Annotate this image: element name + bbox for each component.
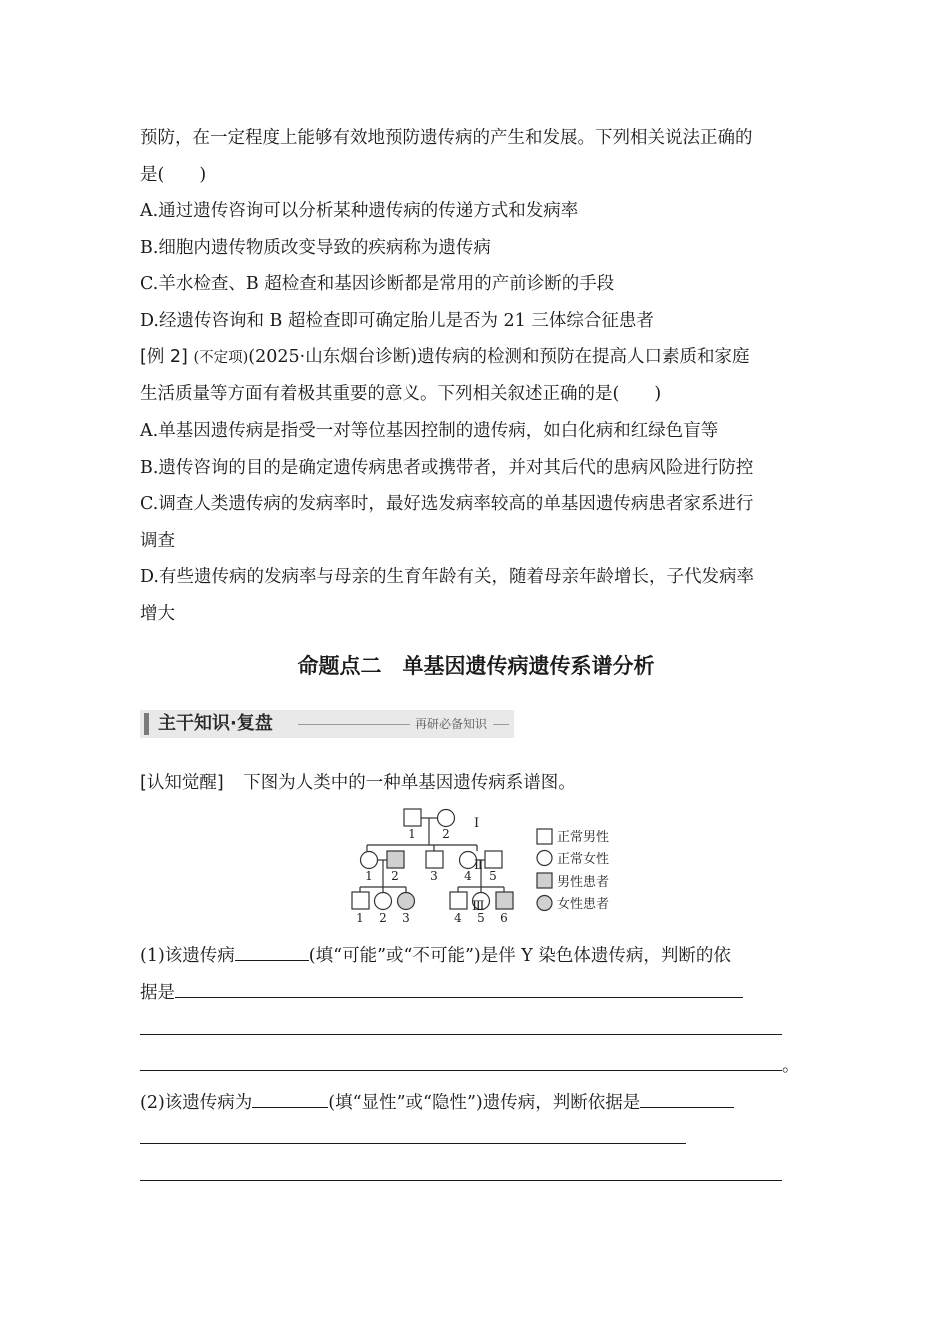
gen2-number-1: 1 [365, 869, 373, 883]
generation-label-3: Ⅲ [472, 899, 485, 914]
legend-labels [557, 829, 609, 912]
fill-q2-answer-line-2[interactable] [140, 1180, 782, 1181]
gen1-number-2: 2 [442, 827, 450, 841]
gen1-female-2 [438, 810, 455, 827]
q1-option-a: A.通过遗传咨询可以分析某种遗传病的传递方式和发病率 [140, 201, 579, 221]
gen3-affected-male-6 [496, 892, 513, 909]
legend-normal-female-icon [537, 851, 552, 866]
section-title: 命题点二 单基因遗传病遗传系谱分析 [297, 654, 655, 678]
pedigree-individuals [352, 809, 513, 910]
example-tag: [例 2] [140, 347, 188, 367]
q2-option-c-cont: 调查 [140, 531, 175, 551]
gen2-number-2: 2 [391, 869, 399, 883]
fill-q2-blank-2[interactable] [640, 1089, 734, 1108]
gen2-male-3 [426, 851, 443, 868]
q1-stem-line2: 是( ) [140, 165, 207, 185]
gen3-number-5: 5 [477, 911, 485, 925]
fill-q2-blank-1[interactable] [252, 1089, 328, 1108]
q2-option-c: C.调查人类遗传病的发病率时，最好选发病率较高的单基因遗传病患者家系进行 [140, 494, 754, 514]
gen3-number-3: 3 [402, 911, 410, 925]
gen2-number-3: 3 [430, 869, 438, 883]
q2-option-d-cont: 增大 [140, 604, 175, 624]
fill-q1-blank-1[interactable] [235, 942, 309, 961]
q2-option-a: A.单基因遗传病是指受一对等位基因控制的遗传病，如白化病和红绿色盲等 [140, 421, 719, 441]
fill-q2-prefix: (2)该遗传病为 [140, 1093, 253, 1113]
q1-option-d: D.经遗传咨询和 B 超检查即可确定胎儿是否为 21 三体综合征患者 [140, 311, 654, 331]
cognition-line [140, 771, 576, 795]
fill-q1-answer-line-2[interactable] [140, 1070, 782, 1071]
legend-normal-male: 正常男性 [557, 830, 610, 845]
generation-label-1: Ⅰ [474, 816, 480, 831]
gen2-number-4: 4 [464, 869, 472, 883]
q2-stem-line2: 生活质量等方面有着极其重要的意义。下列相关叙述正确的是( ) [140, 384, 662, 404]
legend-affected-male: 男性患者 [557, 875, 610, 890]
gen2-female-1 [361, 852, 378, 869]
q2-stem-line1 [140, 345, 750, 370]
pedigree-numbers [356, 827, 508, 925]
fill-q1-blank-2[interactable] [175, 979, 743, 998]
q1-option-c: C.羊水检查、B 超检查和基因诊断都是常用的产前诊断的手段 [140, 274, 615, 294]
gen2-number-5: 5 [489, 869, 497, 883]
fill-q1-end-mark: 。 [782, 1056, 800, 1076]
gen1-number-1: 1 [408, 827, 416, 841]
cognition-tag: [认知觉醒] [140, 773, 224, 793]
q1-option-b: B.细胞内遗传物质改变导致的疾病称为遗传病 [140, 238, 491, 258]
fill-q2-line1 [140, 1089, 734, 1115]
fill-q1-answer-line-1[interactable] [140, 1034, 782, 1035]
generation-label-2: Ⅱ [474, 858, 483, 873]
gen3-number-1: 1 [356, 911, 364, 925]
gen3-number-4: 4 [454, 911, 462, 925]
q2-option-b: B.遗传咨询的目的是确定遗传病患者或携带者，并对其后代的患病风险进行防控 [140, 458, 754, 478]
gen3-number-6: 6 [500, 911, 508, 925]
section-banner [140, 710, 514, 738]
banner-rule-left [298, 724, 410, 725]
fill-q1-basis: 据是 [140, 983, 175, 1003]
pedigree-chart [330, 800, 630, 925]
q1-stem-line1: 预防，在一定程度上能够有效地预防遗传病的产生和发展。下列相关说法正确的 [140, 128, 753, 148]
gen3-affected-female-3 [398, 893, 415, 910]
pedigree-labels [472, 816, 485, 914]
fill-q2-answer-line-1[interactable] [140, 1143, 686, 1144]
banner-accent-bar [144, 713, 149, 735]
banner-subtitle: 再研必备知识 [415, 717, 488, 731]
q2-stem-text: 遗传病的检测和预防在提高人口素质和家庭 [417, 347, 750, 367]
legend-affected-female: 女性患者 [557, 897, 610, 912]
legend-normal-male-icon [537, 829, 552, 844]
fill-q2-text: (填“显性”或“隐性”)遗传病，判断依据是 [328, 1093, 641, 1113]
fill-q1-line2 [140, 979, 743, 1005]
fill-q1-line1 [140, 942, 731, 968]
fill-q1-text: (填“可能”或“不可能”)是伴 Y 染色体遗传病，判断的依 [308, 946, 731, 966]
gen3-female-2 [375, 893, 392, 910]
question-source: (2025·山东烟台诊断) [248, 347, 418, 367]
legend-affected-female-icon [537, 896, 552, 911]
gen3-male-4 [450, 892, 467, 909]
fill-q1-prefix: (1)该遗传病 [140, 946, 235, 966]
gen3-number-2: 2 [379, 911, 387, 925]
banner-rule-right [493, 724, 509, 725]
q2-option-d: D.有些遗传病的发病率与母亲的生育年龄有关，随着母亲年龄增长，子代发病率 [140, 567, 754, 587]
gen3-male-1 [352, 892, 369, 909]
gen2-male-5 [485, 851, 502, 868]
question-type-tag: (不定项) [193, 350, 249, 366]
cognition-text: 下图为人类中的一种单基因遗传病系谱图。 [243, 773, 576, 793]
legend-affected-male-icon [537, 873, 552, 888]
gen1-male-1 [404, 809, 421, 826]
banner-title: 主干知识·复盘 [158, 713, 273, 734]
gen2-affected-male-2 [387, 851, 404, 868]
pedigree-legend [537, 829, 552, 911]
legend-normal-female: 正常女性 [557, 852, 610, 867]
